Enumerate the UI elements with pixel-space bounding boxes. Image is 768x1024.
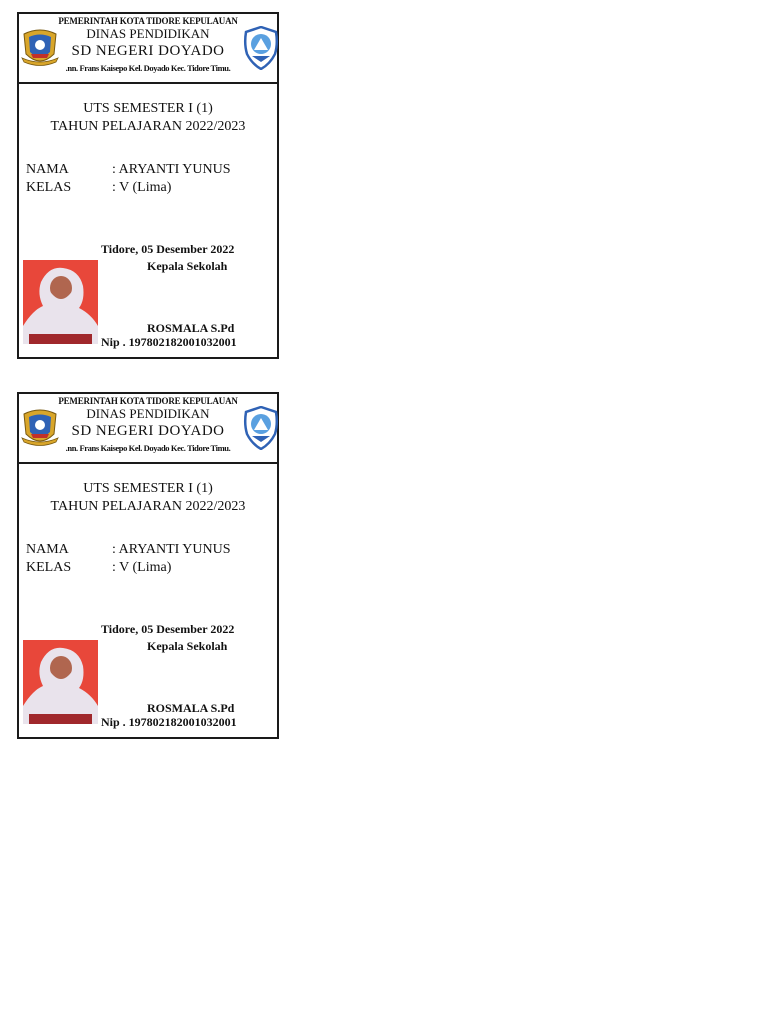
name-value: : ARYANTI YUNUS bbox=[112, 162, 231, 177]
card-header bbox=[19, 394, 277, 464]
place-date: Tidore, 05 Desember 2022 bbox=[101, 242, 235, 256]
signer-nip: Nip . 197802182001032001 bbox=[101, 335, 237, 349]
student-name-row bbox=[26, 542, 231, 558]
exam-semester: UTS SEMESTER I (1) bbox=[83, 481, 213, 496]
school-address: .nn. Frans Kaisepo Kel. Doyado Kec. Tidore Timu. bbox=[65, 63, 231, 73]
signer-nip: Nip . 197802182001032001 bbox=[101, 715, 237, 729]
department-name: DINAS PENDIDIKAN bbox=[86, 26, 210, 41]
name-label: NAMA bbox=[26, 542, 69, 557]
class-value: : V (Lima) bbox=[112, 180, 172, 195]
student-class-row bbox=[26, 560, 171, 576]
class-label: KELAS bbox=[26, 560, 72, 575]
place-date: Tidore, 05 Desember 2022 bbox=[101, 622, 235, 636]
government-name: PEMERINTAH KOTA TIDORE KEPULAUAN bbox=[58, 396, 238, 406]
student-photo bbox=[23, 640, 98, 724]
exam-year: TAHUN PELAJARAN 2022/2023 bbox=[50, 499, 246, 514]
exam-year: TAHUN PELAJARAN 2022/2023 bbox=[50, 119, 246, 134]
card-header bbox=[19, 14, 277, 84]
signer-title: Kepala Sekolah bbox=[147, 259, 228, 273]
government-name: PEMERINTAH KOTA TIDORE KEPULAUAN bbox=[58, 16, 238, 26]
class-value: : V (Lima) bbox=[112, 560, 172, 575]
signer-name: ROSMALA S.Pd bbox=[147, 701, 235, 715]
student-class-row bbox=[26, 180, 171, 196]
exam-semester: UTS SEMESTER I (1) bbox=[83, 101, 213, 116]
name-label: NAMA bbox=[26, 162, 69, 177]
signer-name: ROSMALA S.Pd bbox=[147, 321, 235, 335]
exam-title bbox=[19, 100, 277, 136]
name-value: : ARYANTI YUNUS bbox=[112, 542, 231, 557]
exam-card-1 bbox=[17, 12, 279, 359]
tut-wuri-handayani-emblem-icon bbox=[243, 26, 279, 70]
department-name: DINAS PENDIDIKAN bbox=[86, 406, 210, 421]
student-photo bbox=[23, 260, 98, 344]
student-name-row bbox=[26, 162, 231, 178]
signer-title: Kepala Sekolah bbox=[147, 639, 228, 653]
exam-card-2 bbox=[17, 392, 279, 739]
school-name: SD NEGERI DOYADO bbox=[71, 43, 225, 59]
class-label: KELAS bbox=[26, 180, 72, 195]
tut-wuri-handayani-emblem-icon bbox=[243, 406, 279, 450]
exam-title bbox=[19, 480, 277, 516]
school-address: .nn. Frans Kaisepo Kel. Doyado Kec. Tidore Timu. bbox=[65, 443, 231, 453]
school-name: SD NEGERI DOYADO bbox=[71, 423, 225, 439]
